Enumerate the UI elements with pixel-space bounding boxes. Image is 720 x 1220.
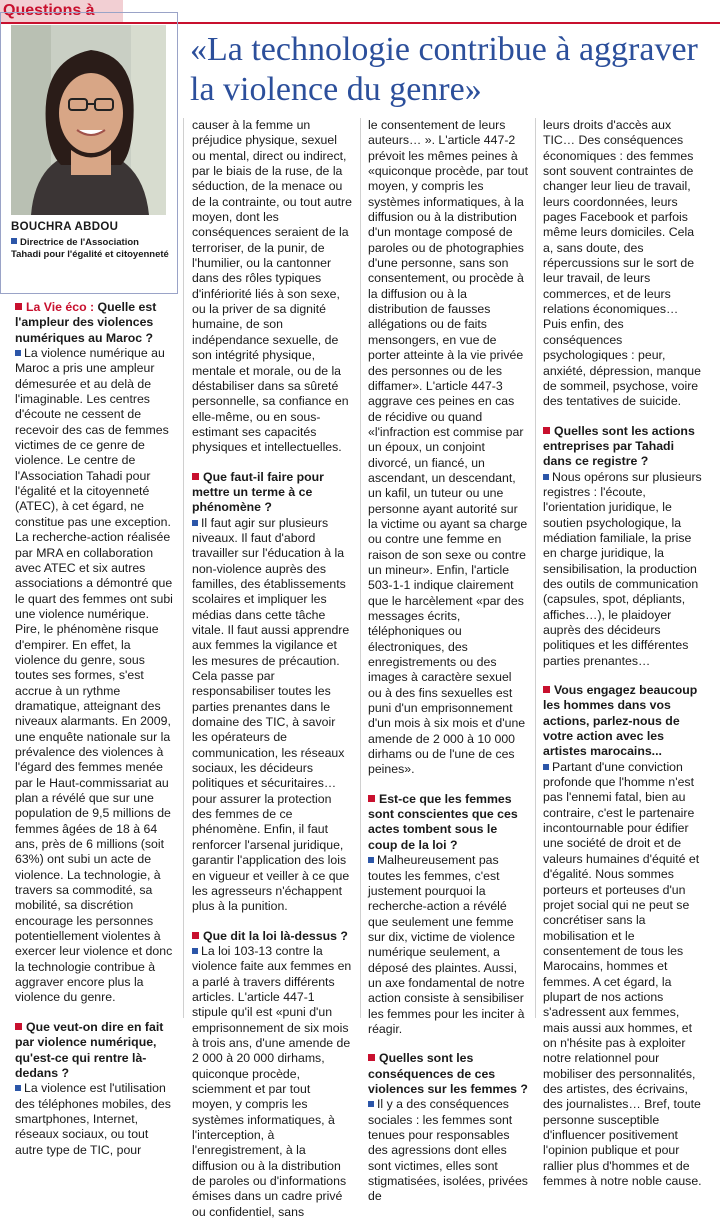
answer-7: Nous opérons sur plusieurs registres : l'écoute, l'orientation juridique, le soutien psychologique, la médiation familiale, la prise en charge juridique, la sensibilisation, la production des outils de communication (capsules, spot, dépliants, affiches…), le plaidoyer auprès des décideurs politiques et les différentes parties prenantes… [543,469,702,668]
interviewee-role: Directrice de l'Association Tahadi pour l'égalité et citoyenneté [11,237,169,260]
column-2 [192,118,352,1220]
answer-2-continued: causer à la femme un préjudice physique, sexuel ou mental, direct ou indirect, par le biais de la ruse, de la séduction, de la menace ou de la contrainte, ou tout autre moyen, dont les conséquences seraient de la terroriser, de la punir, de l'humilier, ou la cantonner dans des rôles typiques d'infériorité liés à son sexe, ou la priver de sa dignité humaine, de son indépendance sexuelle, de son intégrité physique, mentale et morale, ou de la déstabiliser dans sa sûreté personnelle, sa confiance en elle-même, ou en sous-estimant ses capacités physiques et intellectuelles. [192,118,352,455]
bullet-icon [543,474,549,480]
bullet-icon [15,1085,21,1091]
bullet-icon [543,427,550,434]
headline: «La technologie contribue à aggraver la violence du genre» [190,31,698,108]
column-divider [360,118,361,1018]
question-1: La Vie éco : Quelle est l'ampleur des violences numériques au Maroc ? [15,300,157,345]
column-4 [543,118,705,1189]
answer-4-continued: le consentement de leurs auteurs… ». L'article 447-2 prévoit les mêmes peines à «quiconque procède, par tout moyen, y compris les systèmes informatiques, à la diffusion ou à la distribution d'un montage composé de paroles ou de photographies d'une personne, sans son consentement, ou procède à la diffusion ou à la distribution de fausses allégations ou de faits mensongers, en vue de porter atteinte à la vie privée des personnes ou de les diffamer». L'article 447-3 aggrave ces peines en cas de récidive ou quand «l'infraction est commise par un époux, un conjoint divorcé, un fiancé, un ascendant, un descendant, un kafil, un tuteur ou une personne ayant autorité sur la victime ou ayant sa charge ou contre une femme en raison de son sexe ou contre un mineur». Enfin, l'article 503-1-1 indique clairement que le harcèlement «par des messages écrits, téléphoniques ou électroniques, des enregistrements ou des images à caractère sexuel ou à des fins sexuelles est puni d'un emprisonnement d'un mois à six mois et d'une amende de 2 000 à 10 000 dirhams ou de l'une de ces peines». [368,118,528,777]
answer-8: Partant d'une conviction profonde que l'homme n'est pas l'ennemi fatal, bien au contraire, c'est le partenaire incontournable pour édifier une société de droit et de valeurs humaines d'équité et d'égalité. Nous sommes porteurs et porteuses d'un projet social qui ne peut se concrétiser sans la mobilisation et le consentement de tous les Marocains, hommes et femmes. A cet égard, la plupart de nos actions s'adressent aux femmes, mais aussi aux hommes, et on n'hésite pas à exploiter notre relationnel pour mobiliser des personnalités, des artistes, des écrivains, des journalistes… Bref, toute personne susceptible d'influencer positivement l'opinion publique et pour rallier plus d'hommes et de femmes à notre noble cause. [543,759,702,1189]
column-divider [535,118,536,1018]
bullet-icon [368,857,374,863]
column-3 [368,118,528,1205]
bullet-icon [192,948,198,954]
question-7: Quelles sont les actions entreprises par Tahadi dans ce registre ? [543,423,695,469]
section-label: Questions à [0,0,123,22]
question-5: Est-ce que les femmes sont conscientes que ces actes tombent sous le coup de la loi ? [368,791,518,852]
answer-1: La violence numérique au Maroc a pris une ampleur démesurée et au delà de l'imaginable. Les centres d'écoute ne cessent de recevoir des cas de femmes victimes de ce genre de violence. Le centre de l'Association Tahadi pour l'égalité et la citoyenneté (ATEC), à cet égard, ne constitue pas une exception. La recherche-action réalisée par MRA en collaboration avec ATEC et six autres associations a démontré que le quart des femmes ont subi une violence numérique. Pire, le phénomène risque d'empirer. En effet, la violence du genre, sous toutes ses formes, s'est accrue à un rythme dramatique, atteignant des niveaux alarmants. En 2009, une enquête nationale sur la prévalence des violences à l'égard des femmes menée par le Haut-commissariat au plan a révélé que sur une population de 9,5 millions de femmes âgées de 18 à 64 ans, près de 6 millions (soit 63%) ont subi un acte de violence. La technologie, à travers sa commodité, sa mobilité, sa discrétion encourage les personnes potentiellement violentes à exercer leur violence et donc la technologie contribue à aggraver encore plus la violence du genre. [15,346,173,1005]
bullet-icon [11,238,17,244]
column-1 [15,300,173,1158]
bullet-icon [368,1054,375,1061]
answer-5: Malheureusement pas toutes les femmes, c'est justement pourquoi la recherche-action a révélé que seulement une femme sur dix, victime de violence numérique seulement, a déposé des plaintes. Aussi, un axe fondamental de notre action consiste à sensibiliser les femmes pour les inciter à réagir. [368,853,525,1036]
question-2: Que veut-on dire en fait par violence numérique, qu'est-ce qui rentre là-dedans ? [15,1019,164,1080]
answer-3: Il faut agir sur plusieurs niveaux. Il faut d'abord travailler sur l'éducation à la non-violence auprès des familles, des établissements scolaires et impliquer les médias dans cette tâche vitale. Il faut aussi apprendre aux femmes la vigilance et les mesures de précaution. Cela passe par responsabiliser toutes les parties prenantes dans le domaine des TIC, à savoir les opérateurs de communication, les réseaux sociaux, les décideurs politiques et sécuritaires… pour assurer la protection des femmes de ce phénomène. Enfin, il faut renforcer l'arsenal juridique, garantir l'application des lois en vigueur et veiller à ce que les agresseurs n'échappent plus à la punition. [192,515,350,914]
bullet-icon [368,1101,374,1107]
interviewee-photo [11,25,166,215]
bullet-icon [15,350,21,356]
bullet-icon [192,932,199,939]
bullet-icon [543,764,549,770]
answer-6-continued: leurs droits d'accès aux TIC… Des conséquences économiques : des femmes sont souvent contraintes de changer leur lieu de travail, leurs coordonnées, leurs pages Facebook et parfois même leurs domiciles. Cela a, sans doute, des répercussions sur le sort de leur travail, de leurs commerces, et de leurs relations économiques… Puis enfin, des conséquences psychologiques : peur, anxiété, dépression, manque de sommeil, psychose, voire des tentatives de suicide. [543,118,701,409]
answer-4: La loi 103-13 contre la violence faite aux femmes en a parlé à travers différents articles. L'article 447-1 stipule qu'il est «puni d'un emprisonnement de six mois à trois ans, d'une amende de 2 000 à 20 000 dirhams, quiconque procède, sciemment et par tout moyen, y compris les systèmes informatiques, à l'interception, à l'enregistrement, à la diffusion ou à la distribution de paroles ou d'informations émises dans un cadre privé ou confidentiel, sans [192,943,352,1219]
bullet-icon [15,303,22,310]
answer-6: Il y a des conséquences sociales : les femmes sont tenues pour responsables des agressions dont elles sont victimes, elles sont stigmatisées, isolées, privées de [368,1097,528,1204]
question-8: Vous engagez beaucoup les hommes dans vos actions, parlez-nous de votre action avec les artistes marocains... [543,683,698,759]
question-4: Que dit la loi là-dessus ? [192,929,352,944]
answer-2: La violence est l'utilisation des téléphones mobiles, des smartphones, Internet, réseaux sociaux, ou tout autre type de TIC, pour [15,1081,171,1157]
bullet-icon [543,686,550,693]
interviewee-name: BOUCHRA ABDOU [11,221,119,233]
question-3: Que faut-il faire pour mettre un terme à ce phénomène ? [192,469,324,515]
question-6: Quelles sont les conséquences de ces violences sur les femmes ? [368,1051,528,1096]
column-divider [183,118,184,1018]
bullet-icon [192,520,198,526]
bullet-icon [368,795,375,802]
bullet-icon [192,473,199,480]
